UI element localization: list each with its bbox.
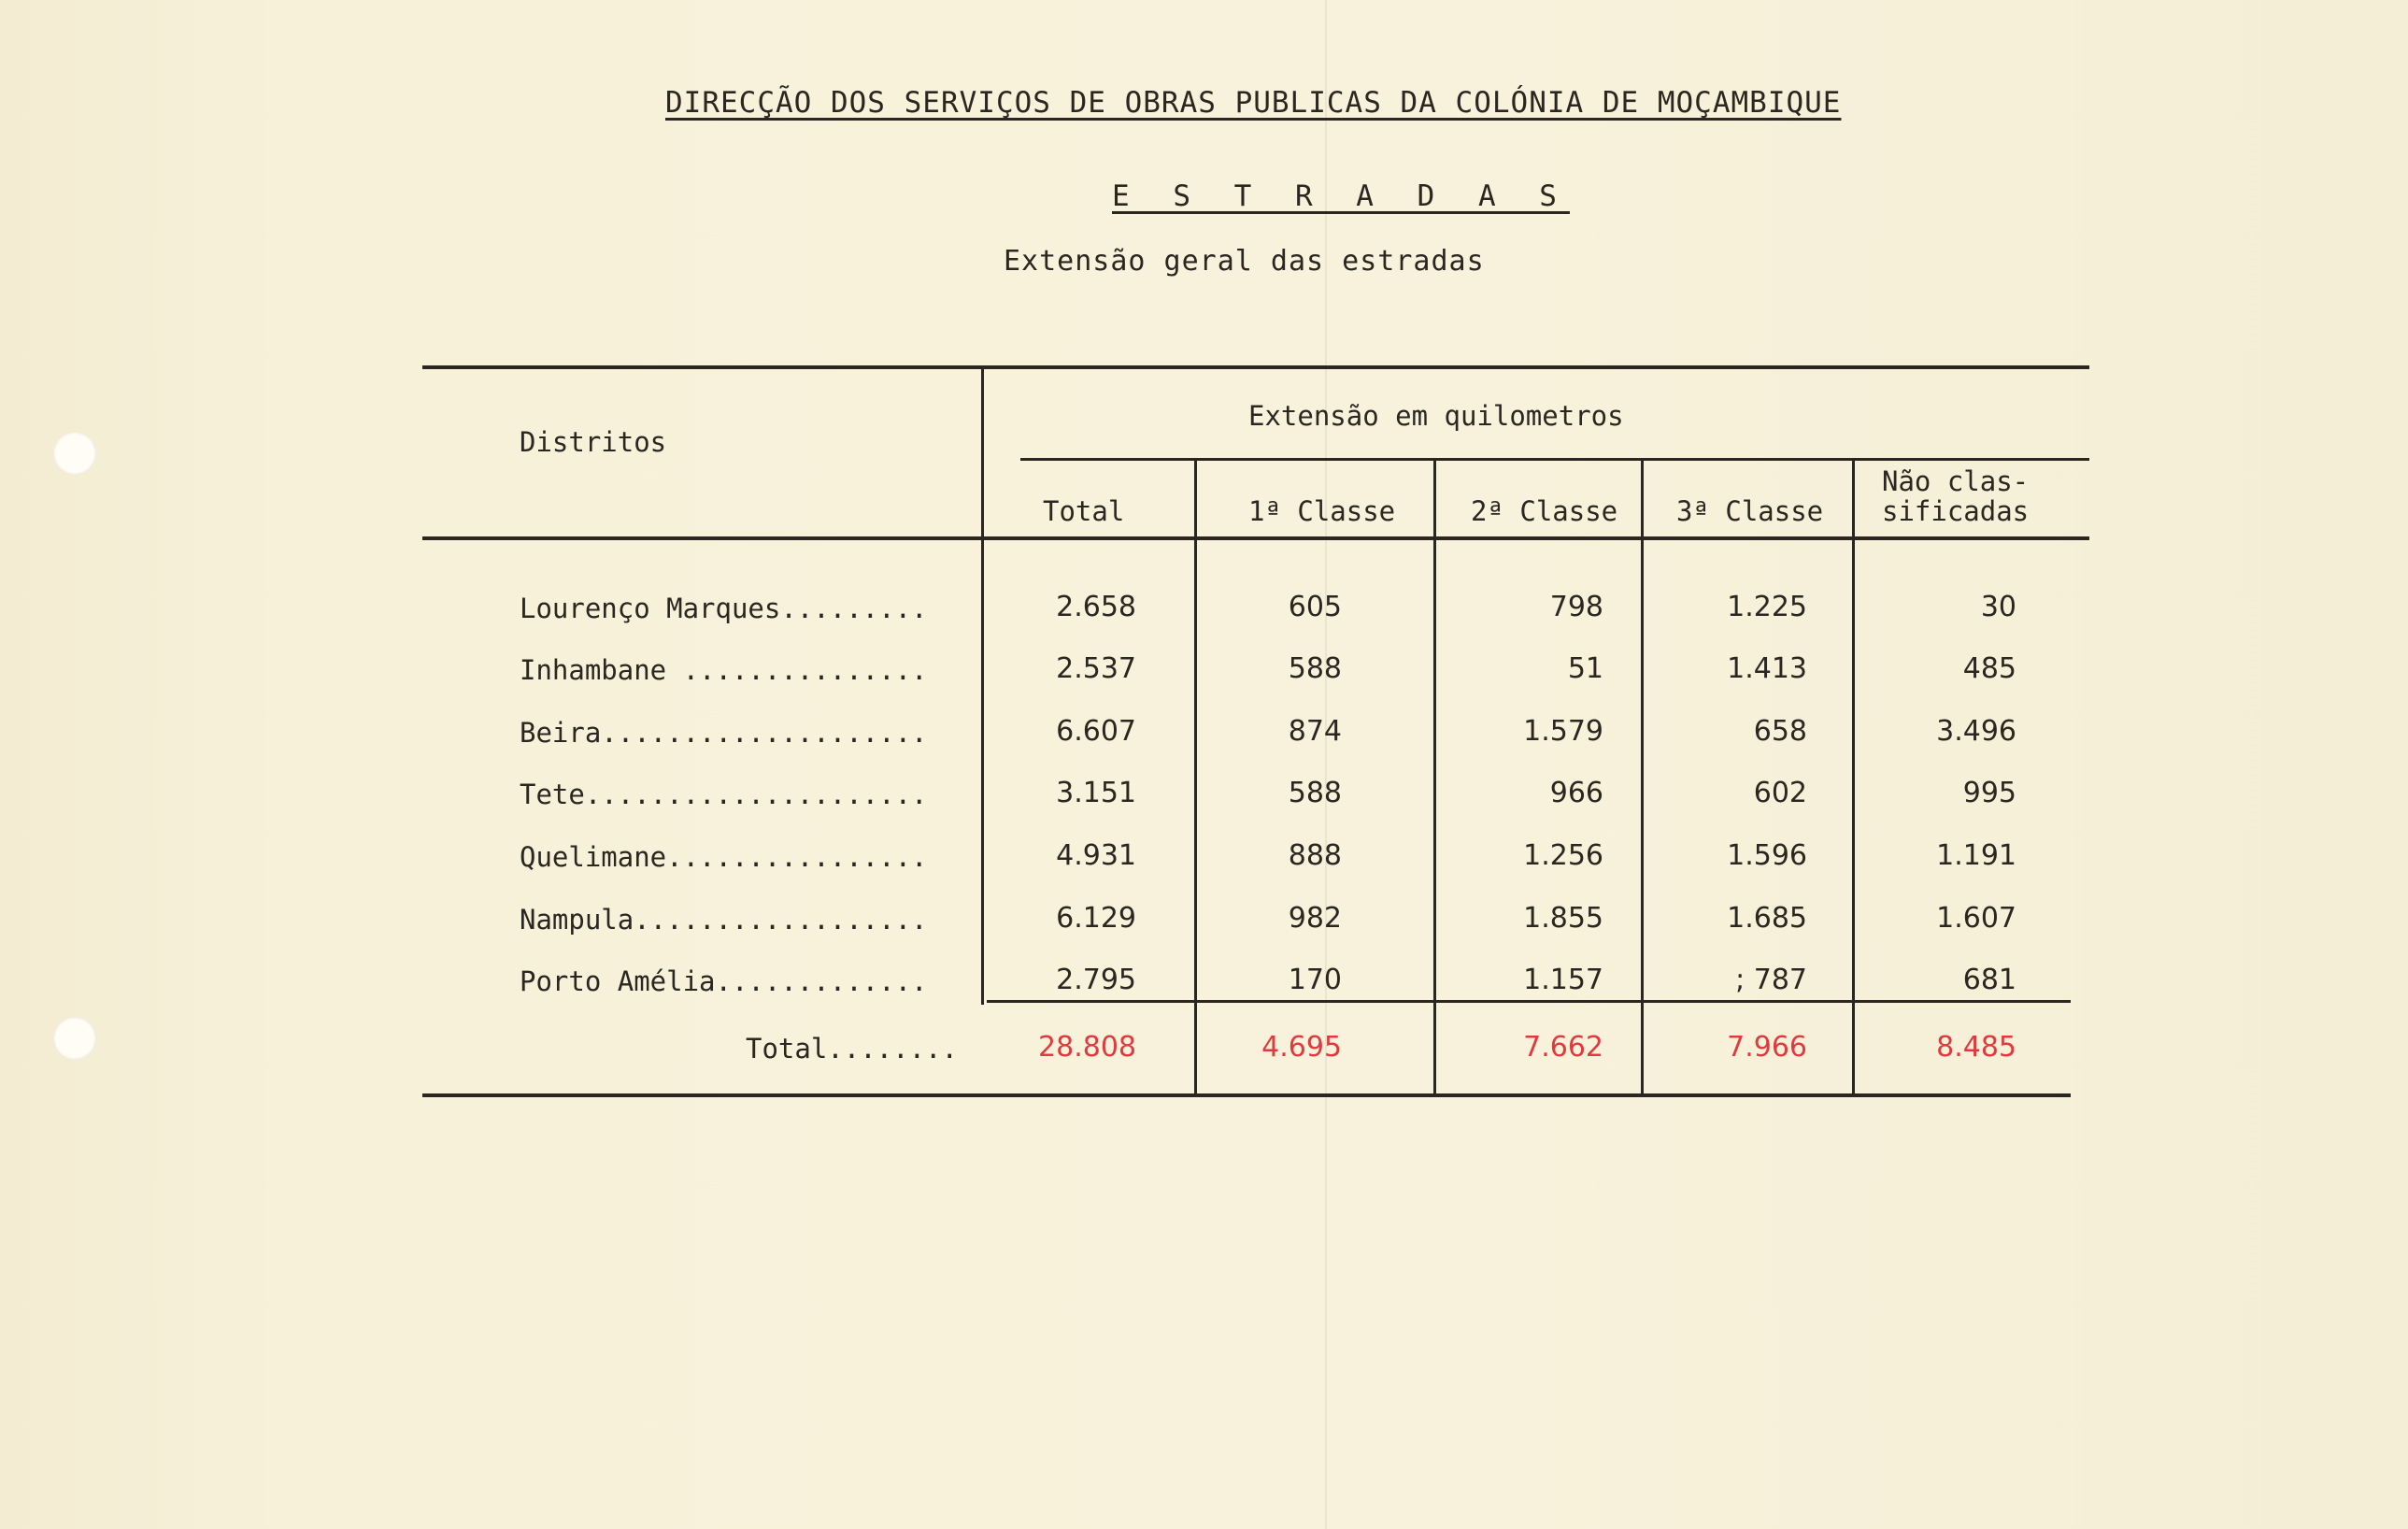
column-divider: [1433, 460, 1436, 1095]
unclassified-cell: 995: [1962, 777, 2016, 809]
punch-hole: [53, 1017, 96, 1060]
table-bottom-rule: [422, 1093, 2071, 1097]
class1-cell: 888: [1288, 839, 1342, 872]
class3-cell: 1.413: [1727, 652, 1807, 685]
total-row-label: Total........: [746, 1033, 958, 1065]
unclassified-cell: 3.496: [1936, 715, 2016, 748]
district-name: Porto Amélia.............: [520, 965, 928, 997]
class1-column-header: 1ª Classe: [1248, 495, 1396, 527]
class1-cell: 605: [1288, 591, 1342, 623]
total-row-total: 28.808: [1038, 1031, 1136, 1064]
table-top-rule: [422, 365, 2089, 369]
class2-cell: 1.256: [1523, 839, 1603, 872]
class2-cell: 966: [1549, 777, 1603, 809]
class3-cell: 1.225: [1727, 591, 1807, 623]
class3-column-header: 3ª Classe: [1676, 495, 1824, 527]
header-bottom-rule: [422, 536, 2089, 540]
column-divider: [1852, 460, 1855, 1095]
total-row-class1: 4.695: [1261, 1031, 1342, 1064]
unclassified-cell: 1.191: [1936, 839, 2016, 872]
unclassified-cell: 485: [1962, 652, 2016, 685]
class2-cell: 1.855: [1523, 902, 1603, 935]
class1-cell: 170: [1288, 964, 1342, 996]
document-heading: DIRECÇÃO DOS SERVIÇOS DE OBRAS PUBLICAS DA COLÓNIA DE MOÇAMBIQUE: [665, 86, 1842, 120]
punch-hole: [53, 432, 96, 475]
total-row-class2: 7.662: [1523, 1031, 1603, 1064]
unclassified-column-header-line2: sificadas: [1882, 495, 2030, 527]
paper-fold: [1325, 0, 1327, 1529]
document-subtitle: Extensão geral das estradas: [1004, 245, 1485, 278]
total-cell: 6.129: [1056, 902, 1136, 935]
class1-cell: 874: [1288, 715, 1342, 748]
class3-cell: 1.596: [1727, 839, 1807, 872]
class2-cell: 798: [1549, 591, 1603, 623]
class3-cell: 602: [1753, 777, 1807, 809]
class2-cell: 51: [1567, 652, 1603, 685]
class3-cell: 1.685: [1727, 902, 1807, 935]
total-cell: 2.658: [1056, 591, 1136, 623]
class2-cell: 1.157: [1523, 964, 1603, 996]
column-divider: [1194, 460, 1197, 1095]
class3-cell: ; 787: [1735, 964, 1807, 996]
total-cell: 2.795: [1056, 964, 1136, 996]
district-name: Tete.....................: [520, 779, 928, 810]
class3-cell: 658: [1753, 715, 1807, 748]
class1-cell: 982: [1288, 902, 1342, 935]
total-cell: 4.931: [1056, 839, 1136, 872]
total-cell: 2.537: [1056, 652, 1136, 685]
group-header: Extensão em quilometros: [1248, 400, 1624, 432]
subheader-rule: [1020, 458, 2089, 461]
unclassified-cell: 681: [1962, 964, 2016, 996]
district-name: Inhambane ...............: [520, 654, 928, 686]
district-column-header: Distritos: [520, 426, 667, 458]
unclassified-cell: 1.607: [1936, 902, 2016, 935]
district-name: Beira....................: [520, 717, 928, 749]
class1-cell: 588: [1288, 777, 1342, 809]
district-name: Nampula..................: [520, 904, 928, 936]
unclassified-column-header-line1: Não clas-: [1882, 465, 2030, 497]
class1-cell: 588: [1288, 652, 1342, 685]
total-row-unclassified: 8.485: [1936, 1031, 2016, 1064]
total-row-class3: 7.966: [1727, 1031, 1807, 1064]
total-cell: 3.151: [1056, 777, 1136, 809]
class2-column-header: 2ª Classe: [1471, 495, 1618, 527]
district-name: Quelimane................: [520, 841, 928, 873]
column-divider: [981, 365, 984, 1005]
district-name: Lourenço Marques.........: [520, 593, 928, 624]
total-top-rule: [987, 1000, 2071, 1003]
total-column-header: Total: [1043, 495, 1125, 527]
unclassified-cell: 30: [1980, 591, 2016, 623]
document-title: E S T R A D A S: [1112, 179, 1570, 213]
total-cell: 6.607: [1056, 715, 1136, 748]
column-divider: [1641, 460, 1644, 1095]
class2-cell: 1.579: [1523, 715, 1603, 748]
